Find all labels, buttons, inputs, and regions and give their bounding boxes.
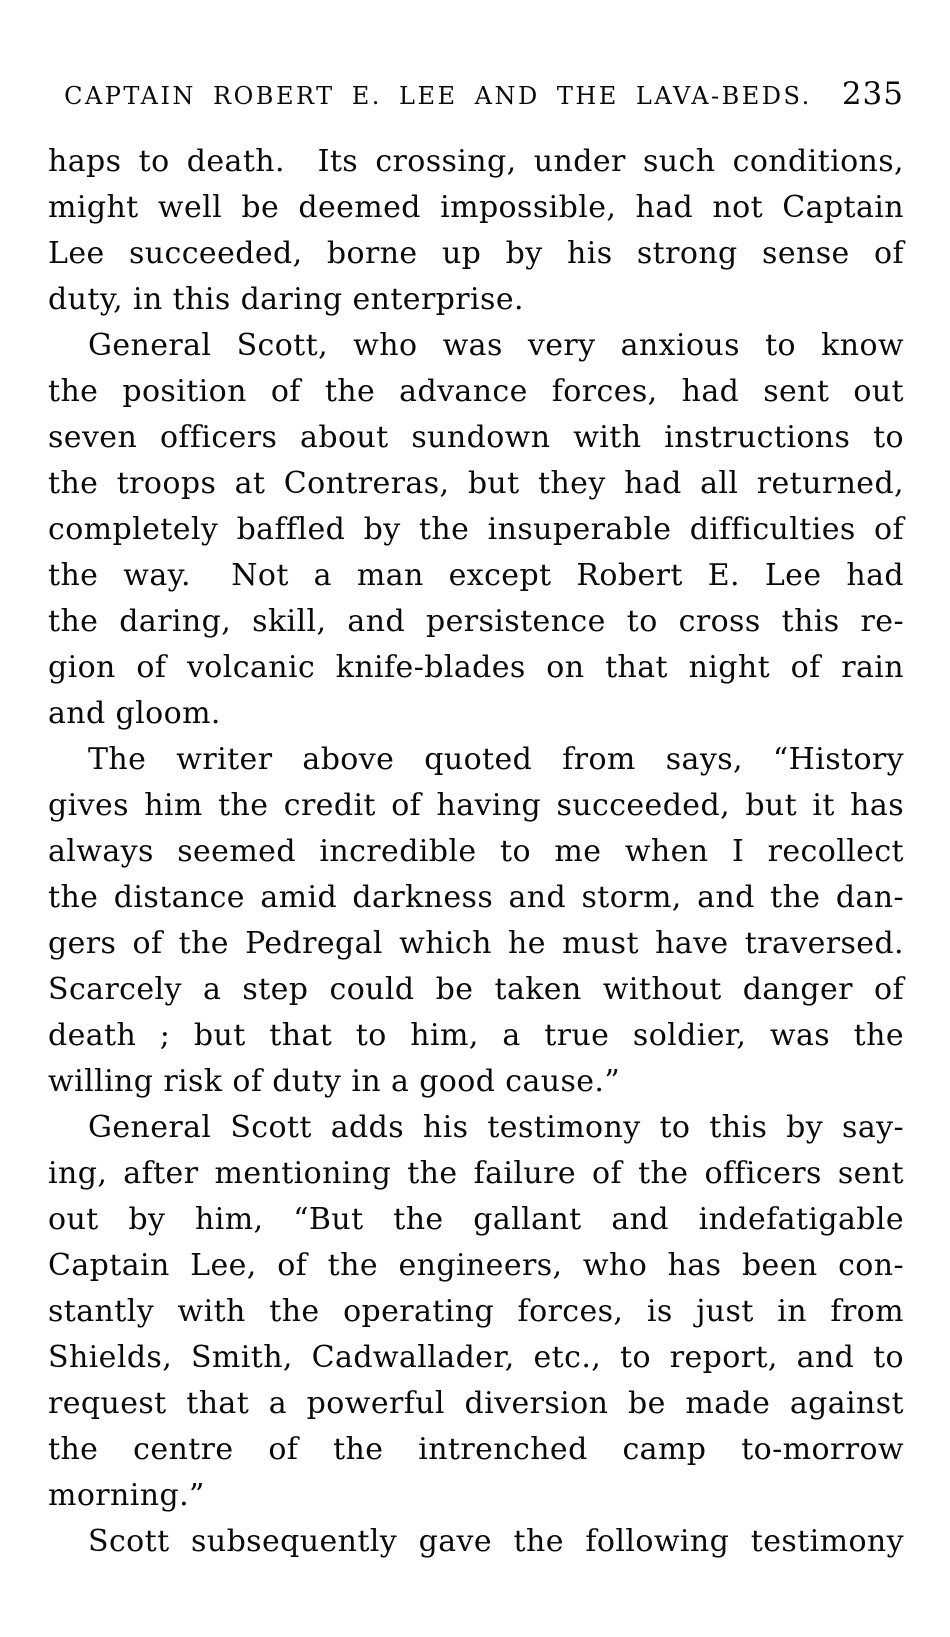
text-line: the distance amid darkness and storm, and the dan- <box>48 880 904 915</box>
text-line: gives him the credit of having succeeded, but it has <box>48 788 904 823</box>
text-line: duty, in this daring enterprise. <box>48 282 524 317</box>
paragraph <box>48 139 904 323</box>
text-line: gers of the Pedregal which he must have traversed. <box>48 926 904 961</box>
page-body <box>48 139 904 1565</box>
text-line: The writer above quoted from says, “History <box>88 742 904 777</box>
text-line: the position of the advance forces, had sent out <box>48 374 904 409</box>
text-line: the daring, skill, and persistence to cross this re- <box>48 604 904 639</box>
paragraph <box>48 1519 904 1565</box>
text-line: General Scott adds his testimony to this by say- <box>88 1110 904 1145</box>
text-line: death ; but that to him, a true soldier, was the <box>48 1018 904 1053</box>
paragraph <box>48 323 904 737</box>
text-line: the way. Not a man except Robert E. Lee had <box>48 558 904 593</box>
running-head-title: CAPTAIN ROBERT E. LEE AND THE LAVA-BEDS. <box>64 82 812 110</box>
text-line: always seemed incredible to me when I recollect <box>48 834 904 869</box>
text-line: the troops at Contreras, but they had all returned, <box>48 466 904 501</box>
page-number: 235 <box>841 76 904 112</box>
text-line: completely baffled by the insuperable difficulties of <box>48 512 904 547</box>
text-line: morning.” <box>48 1478 205 1513</box>
text-line: Scarcely a step could be taken without danger of <box>48 972 904 1007</box>
text-line: stantly with the operating forces, is just in from <box>48 1294 904 1329</box>
text-line: Lee succeeded, borne up by his strong sense of <box>48 236 904 271</box>
text-line: ing, after mentioning the failure of the officers sent <box>48 1156 904 1191</box>
text-line: General Scott, who was very anxious to know <box>88 328 904 363</box>
paragraph <box>48 737 904 1105</box>
text-line: haps to death. Its crossing, under such conditions, <box>48 144 904 179</box>
text-line: might well be deemed impossible, had not Captain <box>48 190 904 225</box>
text-line: and gloom. <box>48 696 221 731</box>
text-line: the centre of the intrenched camp to-morrow <box>48 1432 904 1467</box>
text-line: gion of volcanic knife-blades on that night of rain <box>48 650 904 685</box>
text-line: seven officers about sundown with instructions to <box>48 420 904 455</box>
text-line: request that a powerful diversion be made against <box>48 1386 904 1421</box>
text-line: Captain Lee, of the engineers, who has been con- <box>48 1248 904 1283</box>
running-head <box>48 76 904 112</box>
paragraph <box>48 1105 904 1519</box>
text-line: willing risk of duty in a good cause.” <box>48 1064 621 1099</box>
text-line: Shields, Smith, Cadwallader, etc., to report, and to <box>48 1340 904 1375</box>
text-line: Scott subsequently gave the following testimony <box>88 1524 904 1559</box>
text-line: out by him, “But the gallant and indefatigable <box>48 1202 904 1237</box>
